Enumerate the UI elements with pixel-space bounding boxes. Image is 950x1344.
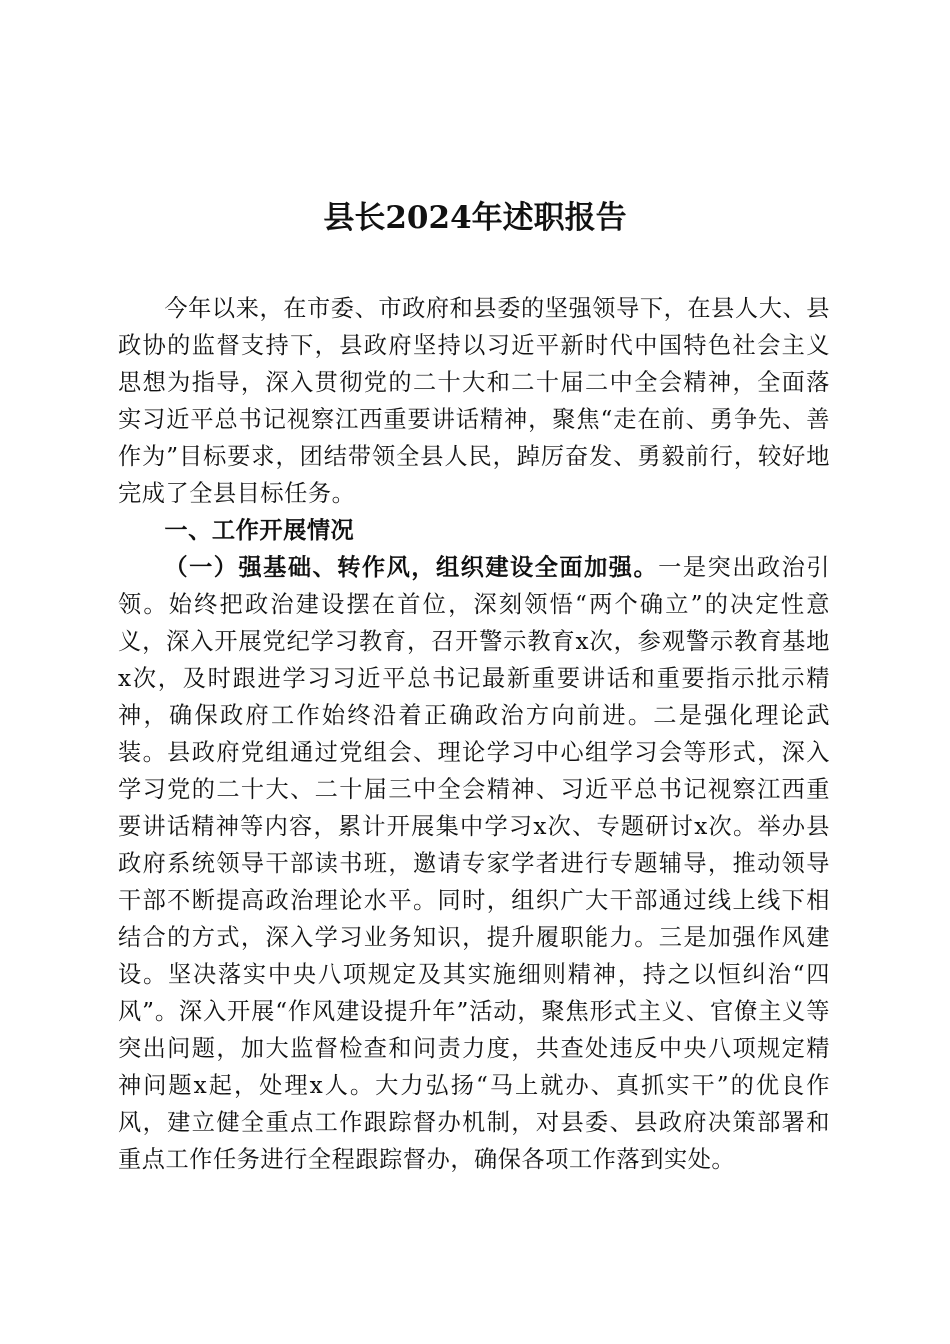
subsection-paragraph (118, 549, 830, 1178)
section-heading: 一、工作开展情况 (164, 517, 355, 544)
document-body (118, 290, 830, 1178)
subsection-heading: （一）强基础、转作风，组织建设全面加强。 (164, 554, 659, 581)
intro-paragraph: 今年以来，在市委、市政府和县委的坚强领导下，在县人大、县政协的监督支持下，县政府坚持以习近平新时代中国特色社会主义思想为指导，深入贯彻党的二十大和二十届二中全会精神，全面落实习近平总书记视察江西重要讲话精神，聚焦“走在前、勇争先、善作为”目标要求，团结带领全县人民，踔厉奋发、勇毅前行，较好地完成了全县目标任务。 (118, 295, 830, 507)
document-title: 县长2024年述职报告 (323, 200, 627, 236)
subsection-body: 一是突出政治引领。始终把政治建设摆在首位，深刻领悟“两个确立”的决定性意义，深入开展党纪学习教育，召开警示教育x次，参观警示教育基地x次，及时跟进学习习近平总书记最新重要讲话和重要指示批示精神，确保政府工作始终沿着正确政治方向前进。二是强化理论武装。县政府党组通过党组会、理论学习中心组学习会等形式，深入学习党的二十大、二十届三中全会精神、习近平总书记视察江西重要讲话精神等内容，累计开展集中学习x次、专题研讨x次。举办县政府系统领导干部读书班，邀请专家学者进行专题辅导，推动领导干部不断提高政治理论水平。同时，组织广大干部通过线上线下相结合的方式，深入学习业务知识，提升履职能力。三是加强作风建设。坚决落实中央八项规定及其实施细则精神，持之以恒纠治“四风”。深入开展“作风建设提升年”活动，聚焦形式主义、官僚主义等突出问题，加大监督检查和问责力度，共查处违反中央八项规定精神问题x起，处理x人。大力弘扬“马上就办、真抓实干”的优良作风，建立健全重点工作跟踪督办机制，对县委、县政府决策部署和重点工作任务进行全程跟踪督办，确保各项工作落到实处。 (118, 554, 830, 1173)
